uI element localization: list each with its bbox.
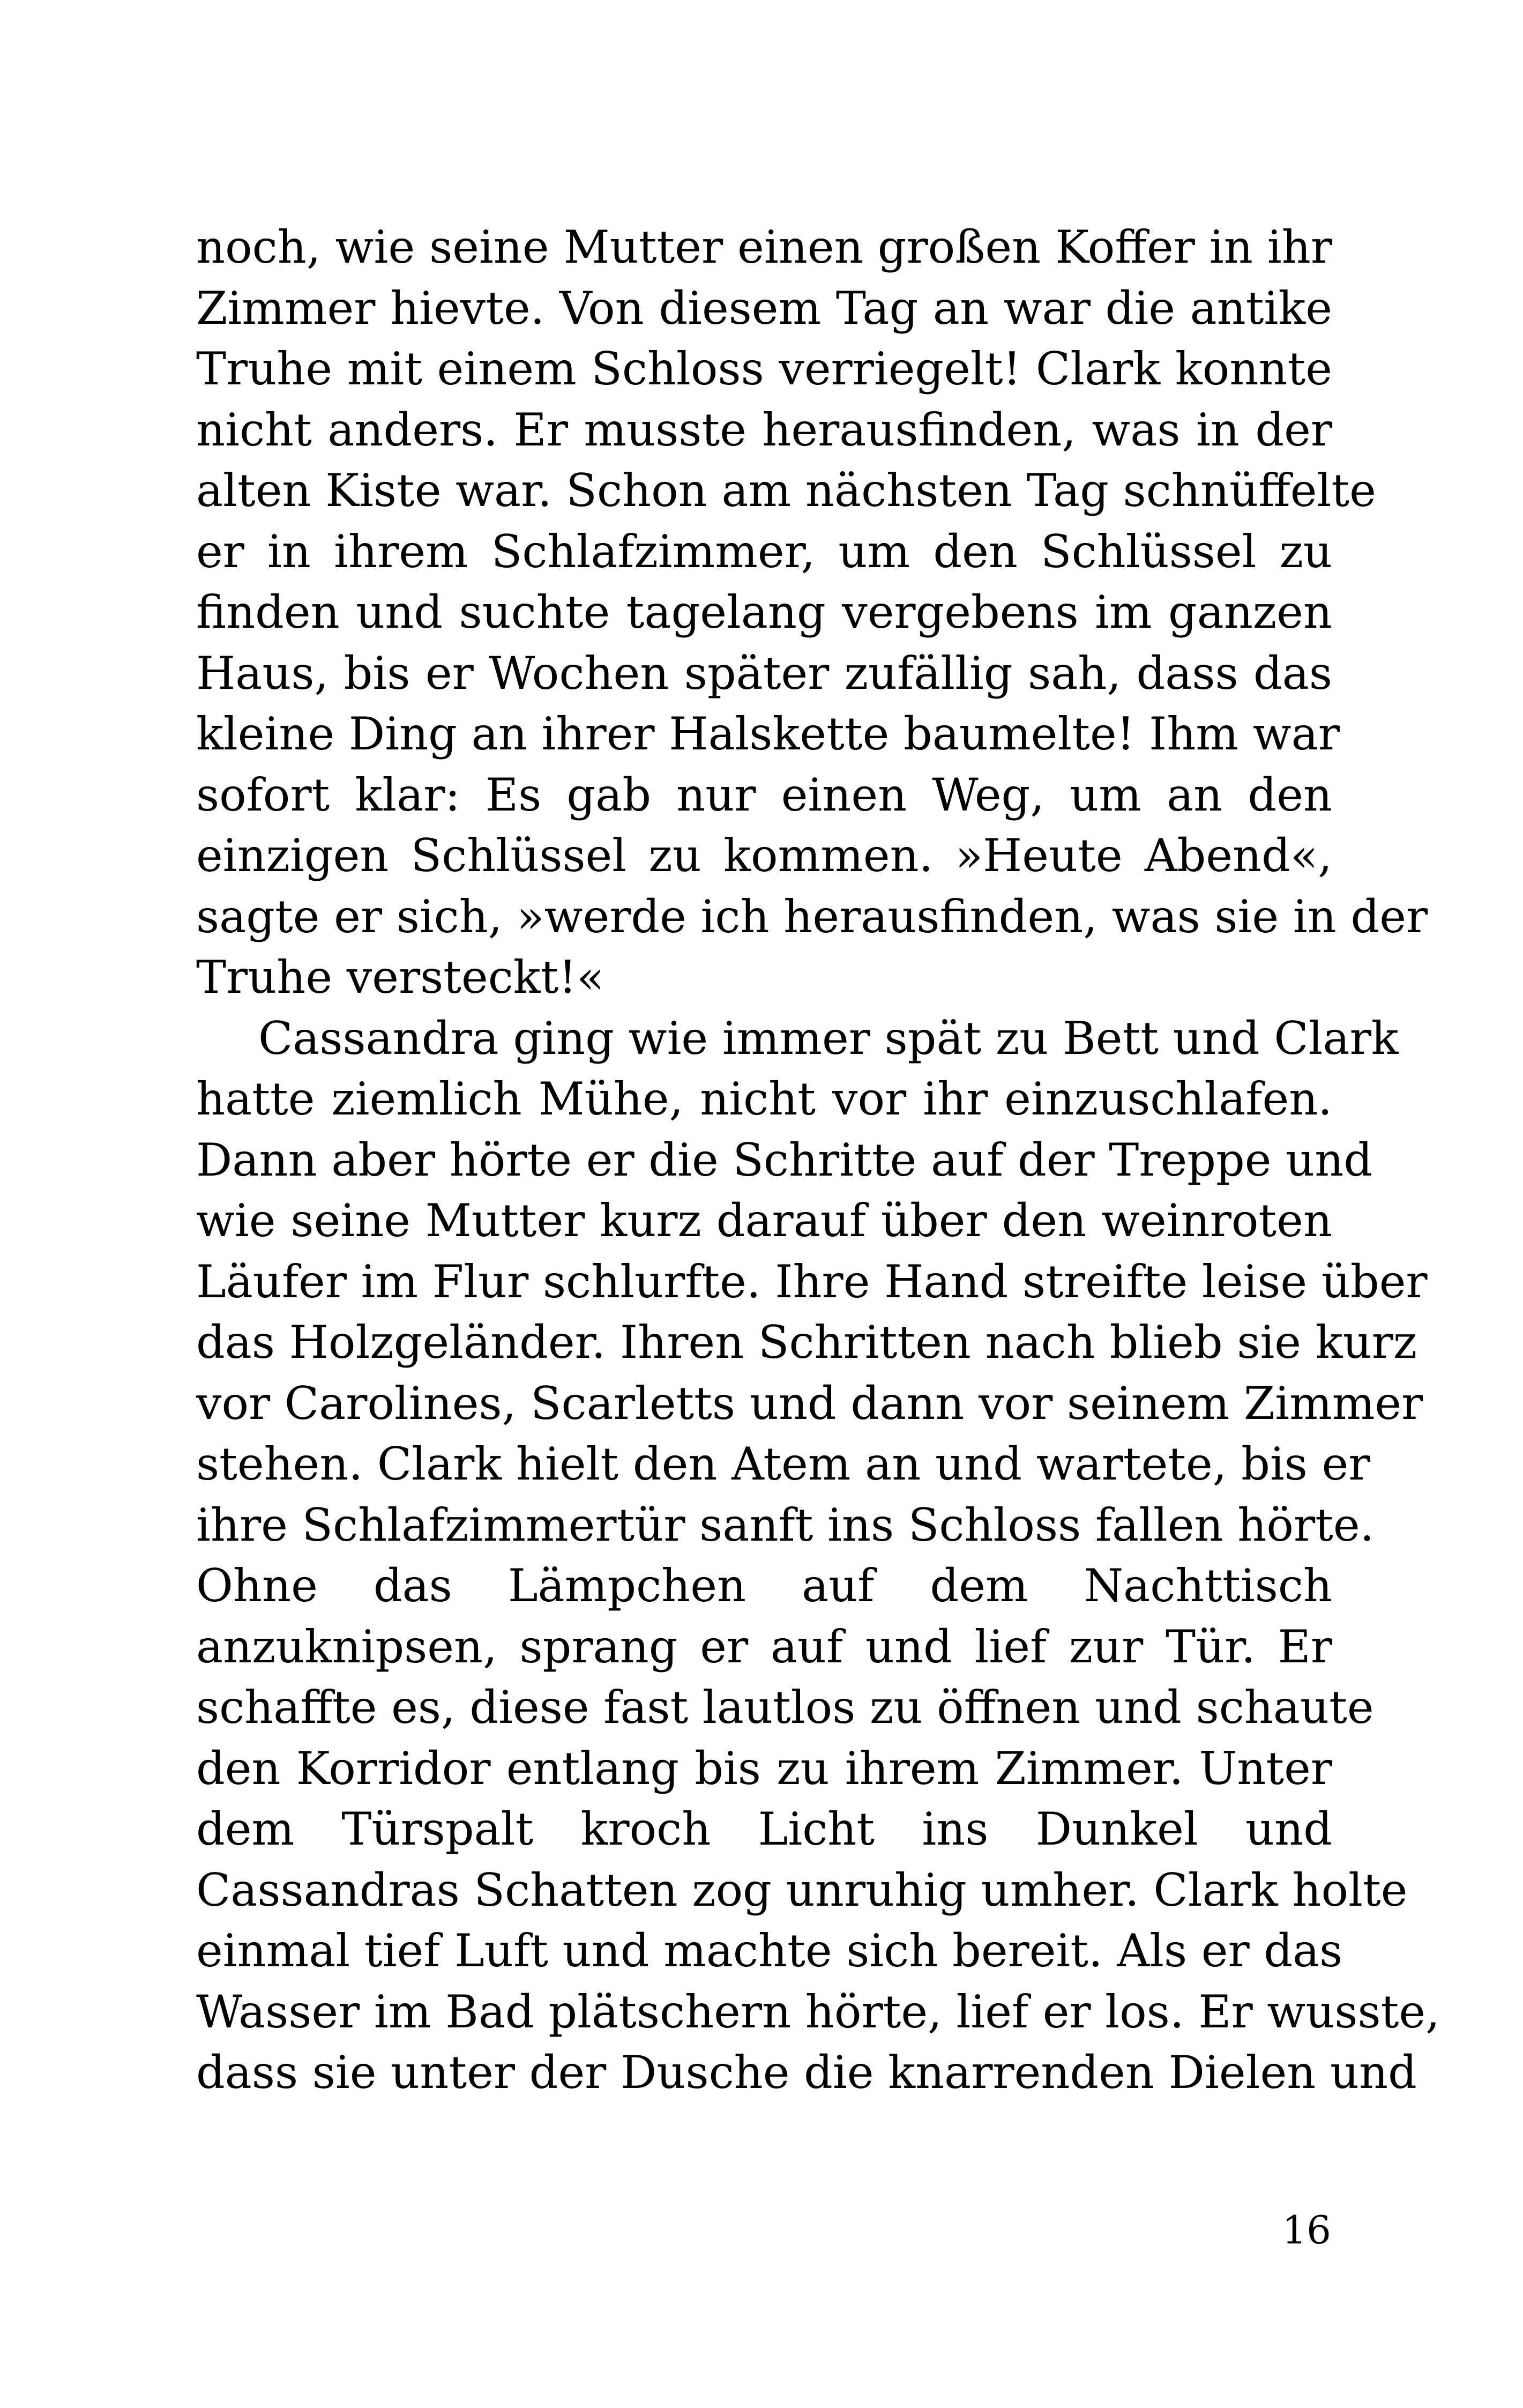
text-line: Läufer im Flur schlurfte. Ihre Hand streifte leise über bbox=[196, 1255, 1428, 1308]
text-line: das Holzgeländer. Ihren Schritten nach blieb sie kurz bbox=[196, 1316, 1417, 1369]
text-line: Cassandra ging wie immer spät zu Bett und Clark bbox=[258, 1012, 1399, 1065]
text-line: dass sie unter der Dusche die knarrenden Dielen und bbox=[196, 2046, 1417, 2099]
text-line: kleine Ding an ihrer Halskette baumelte! Ihm war bbox=[196, 708, 1340, 760]
text-line: vor Carolines, Scarletts und dann vor seinem Zimmer bbox=[196, 1377, 1423, 1430]
text-line: nicht anders. Er musste herausfinden, was in der bbox=[196, 403, 1332, 456]
text-line: wie seine Mutter kurz darauf über den weinroten bbox=[196, 1194, 1332, 1247]
text-line: stehen. Clark hielt den Atem an und wartete, bis er bbox=[196, 1438, 1370, 1490]
text-line: Truhe versteckt!« bbox=[196, 951, 604, 1004]
text-line: schaffte es, diese fast lautlos zu öffnen und schaute bbox=[196, 1681, 1374, 1734]
text-line: dem Türspalt kroch Licht ins Dunkel und bbox=[196, 1803, 1332, 1855]
text-line: Haus, bis er Wochen später zufällig sah, dass das bbox=[196, 646, 1332, 700]
text-line: alten Kiste war. Schon am nächsten Tag schnüffelte bbox=[196, 464, 1376, 517]
text-line: Cassandras Schatten zog unruhig umher. Clark holte bbox=[196, 1863, 1408, 1916]
text-line: Dann aber hörte er die Schritte auf der Treppe und bbox=[196, 1133, 1373, 1186]
text-line: finden und suchte tagelang vergebens im ganzen bbox=[196, 586, 1332, 638]
text-line: anzuknipsen, sprang er auf und lief zur Tür. Er bbox=[196, 1620, 1332, 1673]
text-line: ihre Schlafzimmertür sanft ins Schloss fallen hörte. bbox=[196, 1498, 1375, 1551]
body-text bbox=[196, 217, 1440, 2104]
text-line: sofort klar: Es gab nur einen Weg, um an den bbox=[196, 768, 1332, 821]
text-line: hatte ziemlich Mühe, nicht vor ihr einzuschlafen. bbox=[196, 1073, 1332, 1125]
text-line: den Korridor entlang bis zu ihrem Zimmer. Unter bbox=[196, 1742, 1332, 1795]
text-line: noch, wie seine Mutter einen großen Koffer in ihr bbox=[196, 221, 1332, 273]
text-line: er in ihrem Schlafzimmer, um den Schlüssel zu bbox=[196, 525, 1332, 578]
text-line: einmal tief Luft und machte sich bereit. Als er das bbox=[196, 1924, 1343, 1977]
text-line: Zimmer hievte. Von diesem Tag an war die antike bbox=[196, 281, 1332, 335]
text-line: Ohne das Lämpchen auf dem Nachttisch bbox=[196, 1559, 1332, 1612]
text-line: Truhe mit einem Schloss verriegelt! Clark konnte bbox=[196, 343, 1332, 395]
text-line: einzigen Schlüssel zu kommen. »Heute Abend«, bbox=[196, 829, 1332, 882]
page-number: 16 bbox=[1282, 2208, 1331, 2253]
text-line: sagte er sich, »werde ich herausfinden, was sie in der bbox=[196, 890, 1428, 943]
text-line: Wasser im Bad plätschern hörte, lief er los. Er wusste, bbox=[196, 1985, 1440, 2038]
